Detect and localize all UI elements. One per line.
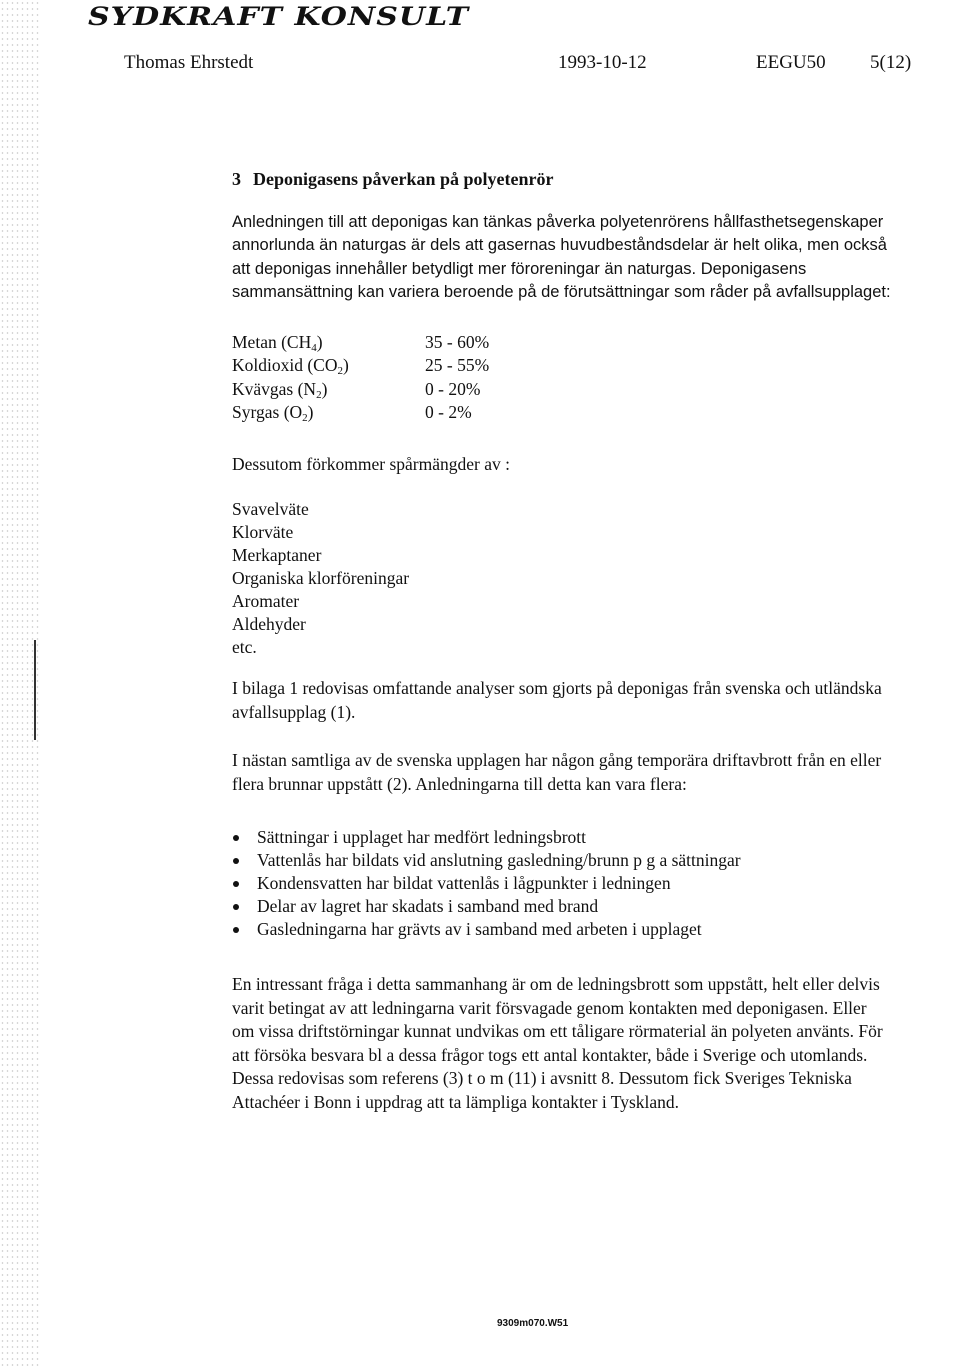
closing-paragraph: En intressant fråga i detta sammanhang är om de ledningsbrott som uppstått, helt eller delvis varit betingat av att ledningarna varit försvagade genom kontakten med deponigasen. Eller om vissa driftstörningar kunnat undvikas om ett tåligare rörmaterial än polyeten använts. För att försöka besvara bl a dessa frågor togs ett antal kontakter, både i Sverige och utomlands. Dessa redovisas som referens (3) t o m (11) i avsnitt 8. Dessutom fick Sveriges Tekniska Attachéer i Bonn i uppdrag att ta lämpliga kontakter i Tyskland. [232, 974, 883, 1112]
driftavbrott-paragraph: I nästan samtliga av de svenska upplagen har någon gång temporära driftavbrott från en eller flera brunnar uppstått (2). Anledningarna till detta kan vara flera: [232, 750, 882, 794]
scan-margin-line [34, 640, 36, 740]
gas-name [232, 378, 425, 402]
gas-name-text: Kvävgas (N [232, 378, 317, 399]
trace-item: Organiska klorföreningar [232, 568, 410, 588]
trace-item: etc. [232, 637, 257, 657]
gas-name-text: Metan (CH [232, 331, 312, 352]
gas-row [232, 378, 489, 402]
cause-bullet-item [232, 918, 892, 941]
cause-bullet-list [232, 826, 892, 941]
gas-name [232, 331, 425, 355]
intro-paragraph: Anledningen till att deponigas kan tänkas påverka polyetenrörens hållfasthetsegenskaper annorlunda än naturgas är dels att gasernas huvudbeståndsdelar är helt olika, men också att deponigas innehåller betydligt mer föroreningar än naturgas. Deponigasens sammansättning kan variera beroende på de förutsättningar som råder på avfallsupplaget: [232, 212, 891, 301]
gas-row [232, 354, 489, 378]
gas-subscript: 2 [337, 365, 343, 377]
gas-close-paren: ) [321, 378, 328, 399]
document-body [232, 168, 892, 1114]
trace-item: Svavelväte [232, 499, 309, 519]
company-logo: SYDKRAFT KONSULT [88, 2, 470, 32]
gas-range: 35 - 60% [425, 331, 490, 352]
gas-row [232, 401, 489, 425]
gas-subscript: 2 [316, 388, 322, 401]
bullet-dot-icon [233, 858, 239, 864]
header-date: 1993-10-12 [558, 52, 647, 73]
gas-close-paren: ) [316, 331, 323, 352]
gas-close-paren: ) [307, 402, 314, 422]
bullet-dot-icon [233, 881, 239, 887]
header-page-number: 5(12) [870, 52, 912, 73]
gas-row [232, 331, 489, 355]
cause-bullet-text: Kondensvatten har bildat vattenlås i lågpunkter i ledningen [257, 873, 671, 893]
trace-item: Aldehyder [232, 614, 306, 634]
section-heading [232, 168, 892, 192]
gas-composition-table [232, 331, 489, 425]
gas-name-text: Syrgas (O [232, 402, 303, 422]
trace-substance-list [232, 498, 892, 659]
bilaga-paragraph: I bilaga 1 redovisas omfattande analyser som gjorts på deponigas från svenska och utländska avfallsupplag (1). [232, 678, 882, 722]
footer-filename: 9309m070.W51 [497, 1318, 569, 1329]
gas-subscript: 4 [311, 341, 317, 354]
gas-range: 0 - 20% [425, 378, 481, 399]
gas-subscript: 2 [302, 412, 308, 424]
cause-bullet-item [232, 826, 892, 849]
gas-close-paren: ) [343, 355, 349, 375]
trace-intro-text: Dessutom förkommer spårmängder av : [232, 453, 510, 474]
bullet-dot-icon [233, 927, 239, 933]
trace-item: Klorväte [232, 522, 294, 542]
cause-bullet-item [232, 895, 892, 918]
trace-item: Merkaptaner [232, 545, 322, 565]
cause-bullet-item [232, 849, 892, 872]
bullet-dot-icon [233, 835, 239, 841]
header-author: Thomas Ehrstedt [124, 52, 254, 73]
gas-range: 25 - 55% [425, 355, 490, 375]
section-number: 3 [232, 169, 241, 189]
cause-bullet-text: Sättningar i upplaget har medfört ledningsbrott [257, 827, 587, 847]
cause-bullet-item [232, 872, 892, 895]
cause-bullet-text: Vattenlås har bildats vid anslutning gasledning/brunn p g a sättningar [257, 850, 741, 870]
gas-name [232, 354, 425, 378]
gas-name-text: Koldioxid (CO [232, 355, 338, 375]
bullet-dot-icon [233, 904, 239, 910]
gas-name [232, 401, 425, 425]
trace-item: Aromater [232, 591, 300, 611]
cause-bullet-text: Delar av lagret har skadats i samband med brand [257, 896, 599, 916]
gas-range: 0 - 2% [425, 402, 472, 422]
cause-bullet-text: Gasledningarna har grävts av i samband med arbeten i upplaget [257, 919, 702, 939]
section-title: Deponigasens påverkan på polyetenrör [253, 169, 554, 189]
header-reference: EEGU50 [756, 52, 826, 73]
